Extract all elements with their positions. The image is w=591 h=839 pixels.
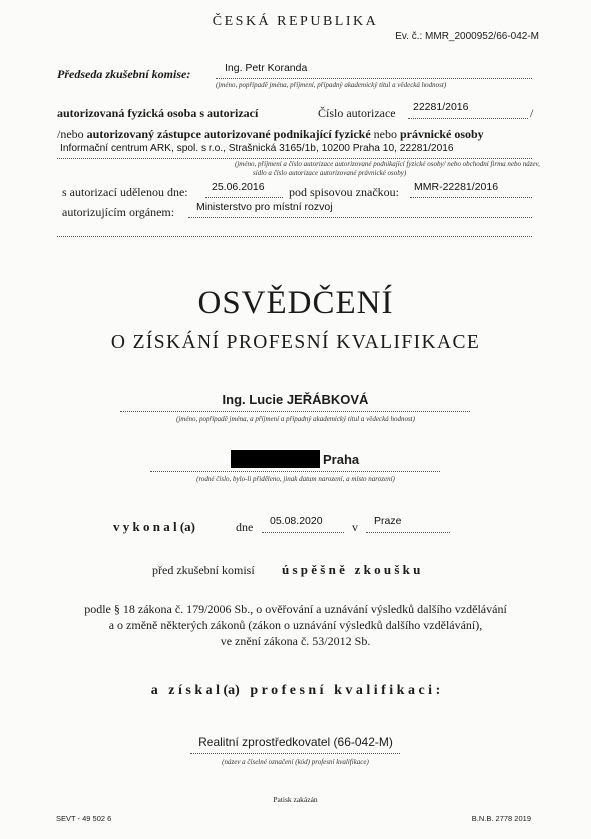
law-line-1: podle § 18 zákona č. 179/2006 Sb., o ověřování a uznávání výsledků dalšího vzdělávání: [84, 602, 507, 616]
exam-place: Praze: [374, 515, 402, 527]
file-number: MMR-22281/2016: [414, 181, 499, 193]
alt-line-prefix: /nebo: [57, 127, 87, 141]
holder-hint: (jméno, popřípadě jména, a příjmení a případný akademický titul a vědecká hodnost): [176, 415, 415, 423]
chair-name-line: [216, 78, 532, 79]
date-label: dne: [236, 520, 254, 534]
country-heading: ČESKÁ REPUBLIKA: [212, 14, 379, 29]
exam-date-line: [262, 532, 344, 533]
authorized-person-label: autorizovaná fyzická osoba s autorizací: [57, 106, 259, 120]
birth-place: Praha: [323, 452, 360, 467]
authority-label: autorizujícím orgánem:: [62, 205, 175, 219]
redacted-birth-number: [231, 450, 320, 468]
organization-hint-2: sídlo a číslo autorizace autorizované právnické osoby): [253, 169, 407, 177]
authority: Ministerstvo pro místní rozvoj: [196, 201, 333, 213]
birth-line: [150, 471, 440, 472]
success-text: ú s p ě š n ě z k o u š k u: [282, 562, 421, 577]
chair-hint: (jméno, popřípadě jména, příjmení, případný akademický titul a vědecká hodnost): [216, 81, 447, 89]
granted-date-line: [205, 197, 283, 198]
registration-number: Ev. č.: MMR_2000952/66-042-M: [395, 31, 539, 42]
file-label: pod spisovou značkou:: [289, 185, 399, 199]
authorization-number-label: Číslo autorizace: [318, 106, 396, 120]
authority-line: [188, 217, 532, 218]
passed-label: v y k o n a l (a): [113, 519, 195, 534]
acquired-heading: a z í s k a l (a) p r o f e s n í k v a l i f i k a c i :: [150, 683, 441, 698]
footer-right-code: B.N.B. 2778 2019: [471, 814, 531, 823]
alt-line-mid: nebo: [370, 127, 400, 141]
before-committee: před zkušební komisí: [152, 563, 255, 577]
organization-hint-1: (jméno, příjmení a číslo autorizace autorizované podnikající fyzické osoby/ nebo obchodní firma nebo název,: [235, 160, 540, 168]
chair-label: Předseda zkušební komise:: [57, 67, 191, 81]
law-line-3: ve znění zákona č. 53/2012 Sb.: [220, 634, 371, 648]
organization: Informační centrum ARK, spol. s r.o., Strašnická 3165/1b, 10200 Praha 10, 22281/2016: [60, 143, 454, 154]
footer-left-code: SEVT - 49 502 6: [56, 814, 112, 823]
place-label: v: [352, 520, 358, 534]
qualification-hint: (název a číselné označení (kód) profesní kvalifikace): [222, 758, 369, 766]
authorization-number-line: [408, 118, 528, 119]
authority-extra-line: [57, 236, 532, 237]
exam-place-line: [366, 532, 450, 533]
alt-line-bold-2: právnické osoby: [399, 127, 484, 141]
reprint-notice: Patisk zakázán: [273, 795, 318, 804]
qualification-name: Realitní zprostředkovatel (66-042-M): [198, 735, 393, 749]
organization-line: [57, 158, 532, 159]
alt-line-bold-1: autorizovaný zástupce autorizované podnikající fyzické: [86, 127, 371, 141]
granted-date: 25.06.2016: [212, 181, 265, 193]
file-number-line: [410, 197, 532, 198]
alt-line: [57, 127, 484, 142]
law-line-2: a o změně některých zákonů (zákon o uznávání výsledků dalšího vzdělávání),: [108, 618, 483, 632]
birth-hint: (rodné číslo, bylo-li přiděleno, jinak datum narození, a místo narození): [196, 475, 395, 483]
authorization-slash: /: [530, 106, 534, 120]
certificate-title: OSVĚDČENÍ: [197, 285, 394, 321]
holder-name-line: [120, 411, 470, 412]
exam-date: 05.08.2020: [270, 515, 323, 527]
certificate-subtitle: O ZÍSKÁNÍ PROFESNÍ KVALIFIKACE: [110, 332, 481, 353]
chair-name: Ing. Petr Koranda: [225, 62, 308, 74]
granted-label: s autorizací udělenou dne:: [62, 185, 188, 199]
holder-name: Ing. Lucie JEŘÁBKOVÁ: [222, 392, 369, 407]
authorization-number: 22281/2016: [413, 101, 469, 113]
qualification-line: [190, 753, 400, 754]
